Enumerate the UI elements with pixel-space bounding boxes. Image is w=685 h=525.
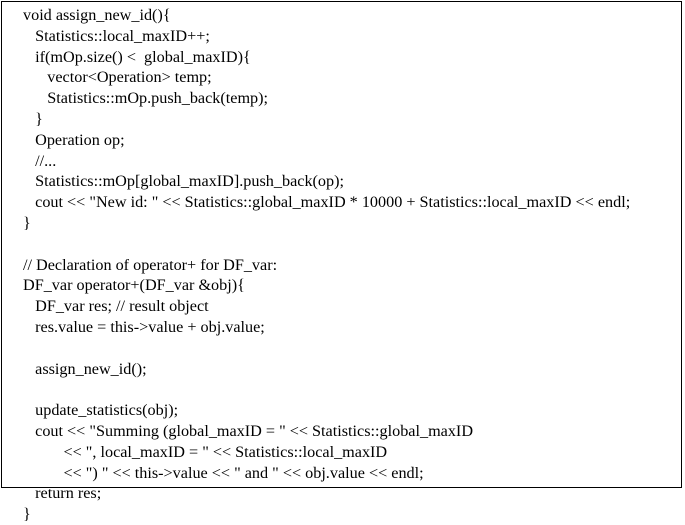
code-line: } [23,109,43,128]
code-line: Statistics::mOp.push_back(temp); [23,89,269,108]
code-line: void assign_new_id(){ [23,6,171,24]
code-line: Statistics::mOp[global_maxID].push_back(op); [23,172,344,191]
code-line-blank [23,379,630,400]
code-line: << ") " << this->value << " and " << obj.value << endl; [23,463,424,482]
code-line: << ", local_maxID = " << Statistics::local_maxID [23,442,388,461]
code-line: return res; [23,484,102,503]
code-line-blank [23,234,630,255]
code-line: } [23,213,31,232]
code-line: res.value = this->value + obj.value; [23,317,265,336]
code-line: vector<Operation> temp; [23,68,212,87]
code-line: assign_new_id(); [23,359,147,378]
code-line-blank [23,338,630,359]
code-line: cout << "New id: " << Statistics::global_maxID * 10000 + Statistics::local_maxID << endl; [23,193,631,212]
code-line: update_statistics(obj); [23,401,179,420]
code-line: // Declaration of operator+ for DF_var: [23,255,278,274]
code-line: cout << "Summing (global_maxID = " << Statistics::global_maxID [23,421,474,440]
code-line: if(mOp.size() < global_maxID){ [23,47,251,66]
code-line: DF_var operator+(DF_var &obj){ [23,276,245,295]
code-line: DF_var res; // result object [23,297,209,316]
code-listing-frame [1,1,682,524]
code-listing [23,5,630,525]
code-line: Operation op; [23,130,125,149]
code-line: //... [23,151,57,170]
code-line: Statistics::local_maxID++; [23,26,210,45]
code-line: } [23,505,31,524]
